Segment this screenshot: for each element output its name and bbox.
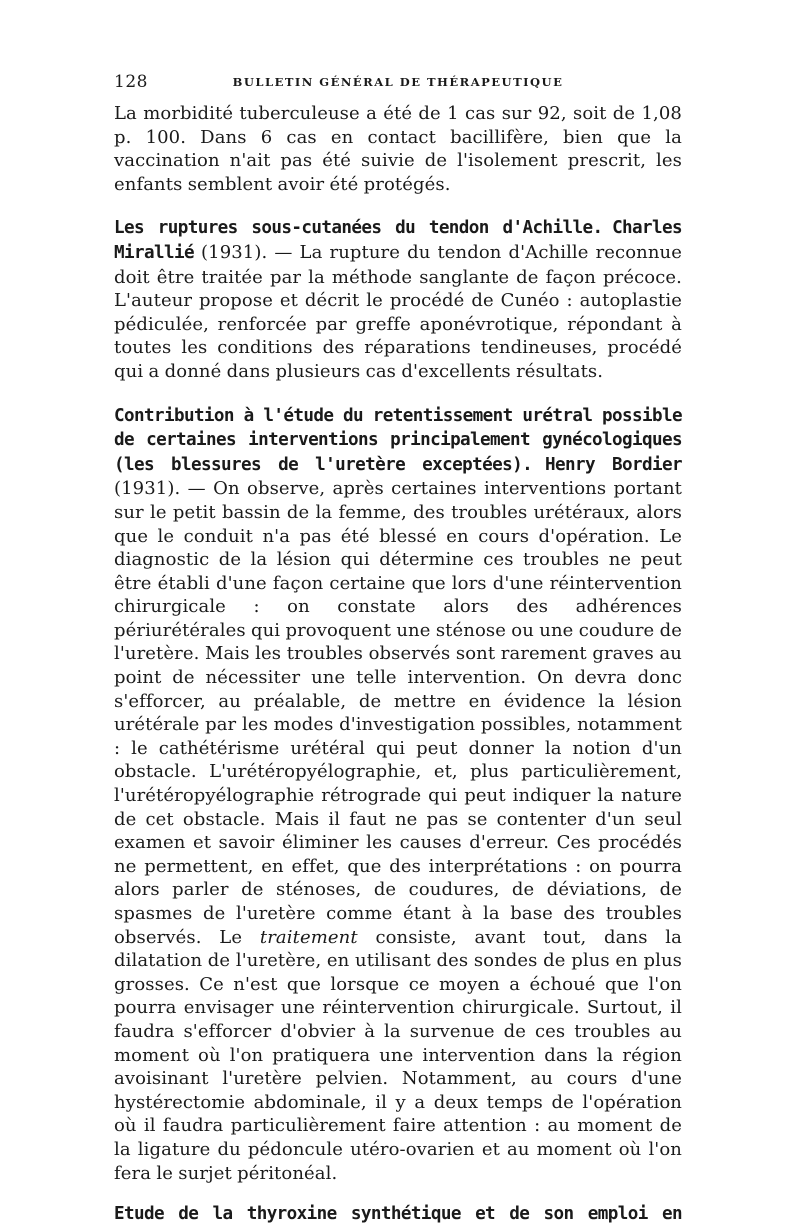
article-emphasis: traitement — [259, 926, 358, 948]
next-article-title: Etude de la thyroxine synthétique et de son emploi en — [114, 1204, 682, 1225]
article-year: (1931). — [114, 478, 181, 500]
article-title: Les ruptures sous-cutanées du tendon d'Achille. — [114, 218, 603, 239]
article-achilles-tendon — [114, 216, 682, 383]
running-head — [114, 72, 682, 102]
article-body: — On observe, après certaines interventions portant sur le petit bassin de la femme, des troubles urétéraux, alors que le conduit n'a pas été blessé en cours d'opération. Le diagnostic de la lésion qui détermine ces troubles ne peut être établi d'une façon certaine que lors d'une réintervention chirurgicale : on constate alors des adhérences périurétérales qui provoquent une sténose ou une coudure de l'uretère. Mais les troubles observés sont rarement graves au point de nécessiter une telle intervention. On devra donc s'efforcer, au préalable, de mettre en évidence la lésion urétérale par les modes d'investigation possibles, notamment : le cathétérisme urétéral qui peut donner la notion d'un obstacle. L'urétéropyélographie, et, plus particulièrement, l'urétéropyélographie rétrograde qui peut indiquer la nature de cet obstacle. Mais il faut ne pas se contenter d'un seul examen et savoir éliminer les causes d'erreur. Ces procédés ne permettent, en effet, que des interprétations : on pourra alors parler de sténoses, de coudures, de déviations, de spasmes de l'uretère comme étant à la base des troubles observés. Le — [114, 478, 682, 948]
article-title: Contribution à l'étude du retentissement urétral possible de certaines interventions principalement gynécologiques (les blessures de l'uretère exceptées). — [114, 405, 682, 475]
page-number: 128 — [114, 72, 148, 92]
intro-paragraph: La morbidité tuberculeuse a été de 1 cas sur 92, soit de 1,08 p. 100. Dans 6 cas en contact bacillifère, bien que la vaccination n'ait pas été suivie de l'isolement prescrit, les enfants semblent avoir été protégés. — [114, 103, 682, 195]
article-author: Henry Bordier — [545, 454, 682, 475]
article-body-continued: consiste, avant tout, dans la dilatation de l'uretère, en utilisant des sondes de plus en plus grosses. Ce n'est que lorsque ce moyen a échoué que l'on pourra envisager une réintervention chirurgicale. Surtout, il faudra s'efforcer d'obvier à la survenue de ces troubles au moment où l'on pratiquera une intervention dans la région avoisinant l'uretère pelvien. Notamment, au cours d'une hystérectomie abdominale, il y a deux temps de l'opération où il faudra particulièrement faire attention : au moment de la ligature du pédoncule utéro-ovarien et au moment où l'on fera le surjet péritonéal. — [114, 926, 682, 1184]
article-ureteral-repercussion — [114, 404, 682, 1186]
article-body: — La rupture du tendon d'Achille reconnue doit être traitée par la méthode sanglante de façon précoce. L'auteur propose et décrit le procédé de Cunéo : autoplastie pédiculée, renforcée par greffe aponévrotique, répondant à toutes les conditions des réparations tendineuses, procédé qui a donné dans plusieurs cas d'excellents résultats. — [114, 241, 683, 382]
journal-title: BULLETIN GÉNÉRAL DE THÉRAPEUTIQUE — [232, 75, 564, 89]
article-author: Charles Mirallié — [114, 218, 683, 263]
article-year: (1931). — [201, 241, 268, 263]
